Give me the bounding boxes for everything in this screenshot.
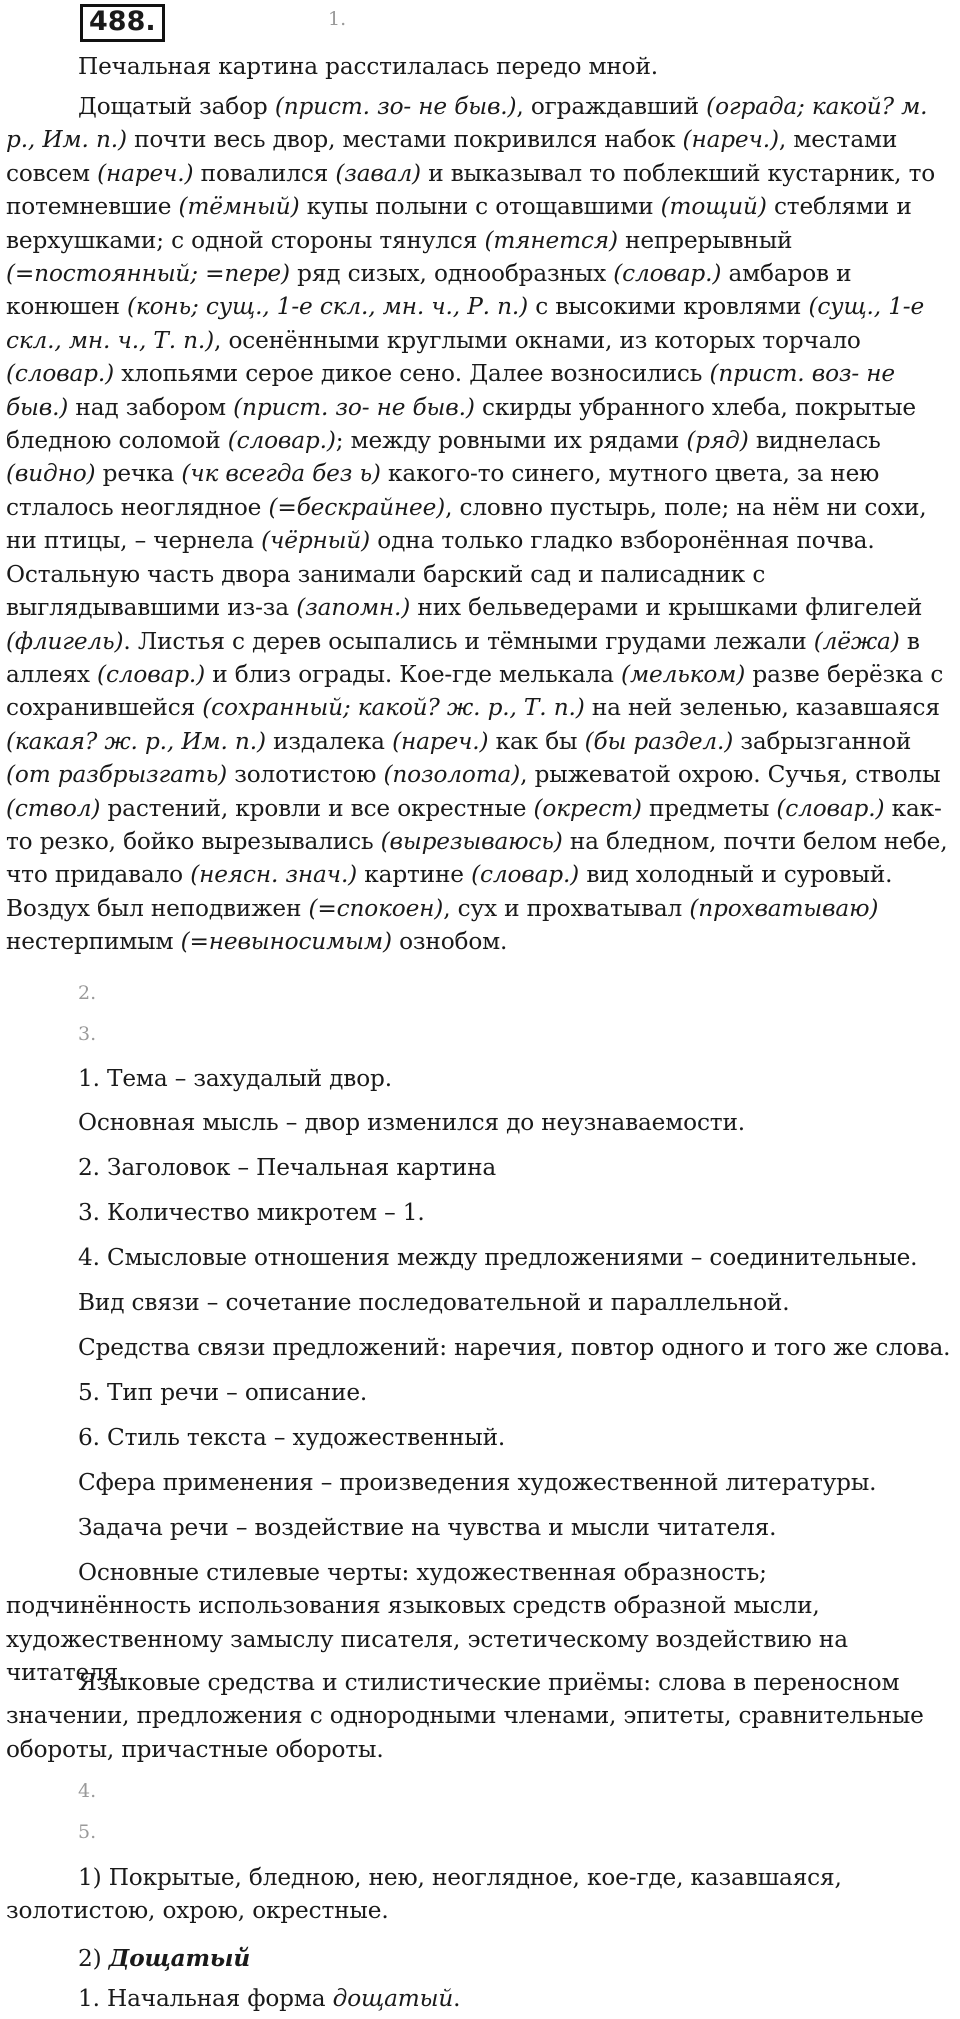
annotation-comment: (словар.): [6, 360, 114, 388]
annotation-comment: (чёрный): [261, 527, 371, 555]
link-type-line: Вид связи – сочетание последовательной и параллельной.: [78, 1289, 790, 1316]
text-fragment: золотистою: [227, 761, 384, 789]
answer-2-word: Дощатый: [108, 1945, 251, 1972]
annotation-comment: (словар.): [613, 260, 722, 288]
annotation-comment: (сохранный; какой? ж. р., Т. п.): [202, 694, 585, 722]
main-text-paragraph: [6, 90, 954, 959]
marker-5: 5.: [78, 1821, 97, 1843]
microtopics-line: 3. Количество микротем – 1.: [78, 1199, 425, 1226]
annotation-comment: (видно): [6, 460, 96, 488]
annotation-comment: (словар.): [97, 660, 206, 688]
annotation-comment: (словар.): [227, 427, 336, 455]
answer-1-paragraph: 1) Покрытые, бледною, нею, неоглядное, кое-где, казавшаяся, золотистою, охрою, окрестные.: [6, 1864, 842, 1925]
annotation-comment: (завал): [335, 159, 421, 187]
text-fragment: , сух и прохватывал: [443, 894, 690, 922]
annotation-comment: (тёмный): [178, 193, 300, 221]
annotation-comment: (прист. зо- не быв.): [233, 393, 475, 421]
text-fragment: картине: [357, 861, 472, 889]
exercise-number: 488.: [80, 4, 165, 42]
annotation-comment: (словар.): [471, 861, 580, 889]
text-fragment: на ней зеленью, казавшаяся: [584, 694, 940, 722]
text-fragment: , местами совсем: [6, 126, 898, 187]
annotation-comment: (тощий): [660, 193, 767, 221]
annotation-comment: (тянется): [484, 226, 618, 254]
annotation-comment: (ствол): [6, 794, 101, 822]
annotation-comment: (какая? ж. р., Им. п.): [6, 727, 266, 755]
style-features-paragraph: Основные стилевые черты: художественная образность; подчинённость использования языковых средств образной мысли, художественному замыслу писателя, эстетическому воздействию на читателя.: [6, 1559, 848, 1687]
text-fragment: почти весь двор, местами покривился набок: [126, 126, 683, 154]
text-fragment: виднелась: [748, 427, 881, 455]
annotation-comment: (мельком): [621, 660, 746, 688]
answer-2-number: 2): [78, 1945, 109, 1972]
annotation-comment: (нареч.): [97, 159, 194, 187]
annotation-comment: (бы раздел.): [584, 727, 734, 755]
initial-form-word: дощатый: [332, 1985, 454, 2012]
annotation-comment: (прохватываю): [689, 894, 879, 922]
annotation-comment: (=невыносимым): [180, 928, 392, 956]
style-line: 6. Стиль текста – художественный.: [78, 1424, 506, 1451]
annotation-comment: (=бескрайнее): [268, 493, 446, 521]
annotation-comment: (позолота): [383, 761, 521, 789]
annotation-comment: (сущ., 1-е скл., мн. ч., Т. п.): [6, 293, 925, 354]
text-fragment: ряд сизых, однообразных: [289, 260, 614, 288]
sphere-line: Сфера применения – произведения художественной литературы.: [78, 1469, 877, 1496]
text-fragment: , рыжеватой охрою. Сучья, стволы: [520, 761, 941, 789]
marker-4: 4.: [78, 1780, 97, 1802]
annotation-comment: (ограда; какой? м. р., Им. п.): [6, 93, 928, 154]
annotation-comment: (от разбрызгать): [6, 761, 228, 789]
text-fragment: , осенёнными круглыми окнами, из которых торчало: [214, 326, 861, 354]
answer-2-line: [78, 1942, 250, 1975]
link-means-line: Средства связи предложений: наречия, повтор одного и того же слова.: [78, 1334, 951, 1361]
text-fragment: издалека: [265, 727, 393, 755]
annotation-comment: (=постоянный; =пере): [6, 260, 290, 288]
theme-line: 1. Тема – захудалый двор.: [78, 1065, 392, 1092]
text-fragment: купы полыни с отощавшими: [299, 193, 661, 221]
text-fragment: скирды убранного хлеба, покрытые бледною соломой: [6, 393, 916, 455]
text-fragment: предметы: [641, 794, 777, 822]
text-fragment: как-то резко, бойко вырезывались: [6, 794, 942, 855]
initial-form-label: 1. Начальная форма: [78, 1985, 333, 2012]
text-fragment: разве берёзка с сохранившейся: [6, 660, 944, 722]
marker-3: 3.: [78, 1023, 97, 1045]
text-fragment: над забором: [68, 393, 234, 421]
annotation-comment: (прист. воз- не быв.): [6, 360, 895, 421]
speech-type-line: 5. Тип речи – описание.: [78, 1379, 368, 1406]
text-fragment: речка: [95, 460, 182, 488]
text-fragment: , ограждавший: [516, 93, 707, 120]
text-fragment: стеблями и верхушками; с одной стороны тянулся: [6, 193, 912, 254]
annotation-comment: (окрест): [533, 794, 642, 822]
heading-line: 2. Заголовок – Печальная картина: [78, 1154, 497, 1181]
annotation-comment: (прист. зо- не быв.): [274, 93, 517, 120]
text-fragment: на бледном, почти белом небе, что придавало: [6, 827, 948, 889]
text-fragment: хлопьями серое дикое сено. Далее возносились: [114, 360, 710, 388]
language-means-paragraph: Языковые средства и стилистические приёмы: слова в переносном значении, предложения с однородными членами, эпитеты, сравнительные обороты, причастные обороты.: [6, 1669, 924, 1763]
task-line: Задача речи – воздействие на чувства и мысли читателя.: [78, 1514, 777, 1541]
annotation-comment: (чк всегда без ь): [181, 460, 381, 488]
text-fragment: них бельведерами и крышками флигелей: [410, 594, 923, 622]
text-fragment: , словно пустырь, поле; на нём ни сохи, ни птицы, – чернела: [6, 493, 927, 555]
text-fragment: Дощатый забор: [78, 93, 275, 120]
text-fragment: нестерпимым: [6, 928, 181, 956]
text-fragment: с высокими кровлями: [528, 293, 809, 321]
text-fragment: ; между ровными их рядами: [335, 427, 687, 455]
marker-2: 2.: [78, 982, 97, 1004]
text-fragment: амбаров и конюшен: [6, 260, 852, 321]
annotation-comment: (нареч.): [682, 126, 779, 154]
text-fragment: растений, кровли и все окрестные: [100, 794, 534, 822]
annotation-comment: (флигель): [6, 627, 124, 655]
text-fragment: какого-то синего, мутного цвета, за нею стлалось неоглядное: [6, 460, 880, 521]
annotation-comment: (лёжа): [813, 627, 900, 655]
annotation-comment: (конь; сущ., 1-е скл., мн. ч., Р. п.): [127, 293, 529, 321]
text-fragment: повалился: [193, 159, 336, 187]
initial-form-end: .: [453, 1985, 461, 2012]
text-fragment: ознобом.: [391, 928, 508, 956]
annotation-comment: (=спокоен): [308, 894, 444, 922]
text-fragment: забрызганной: [733, 727, 912, 755]
text-fragment: . Листья с дерев осыпались и тёмными грудами лежали: [123, 627, 814, 655]
text-fragment: как бы: [488, 727, 585, 755]
annotation-comment: (словар.): [776, 794, 885, 822]
relations-line: 4. Смысловые отношения между предложениями – соединительные.: [78, 1244, 918, 1271]
annotation-comment: (неясн. знач.): [190, 861, 358, 889]
main-idea-line: Основная мысль – двор изменился до неузнаваемости.: [78, 1109, 745, 1136]
text-fragment: вид холодный и суровый. Воздух был неподвижен: [6, 861, 893, 922]
text-fragment: одна только гладко взборонённая почва. Остальную часть двора занимали барский сад и палисадник с выглядывавшими из-за: [6, 527, 875, 622]
annotation-comment: (запомн.): [296, 594, 411, 622]
annotation-comment: (нареч.): [392, 727, 489, 755]
text-fragment: и выказывал то поблекший кустарник, то потемневшие: [6, 159, 936, 221]
text-fragment: и близ ограды. Кое-где мелькала: [205, 660, 622, 688]
text-fragment: непрерывный: [617, 226, 793, 254]
marker-1: 1.: [328, 8, 347, 30]
title-sentence: Печальная картина расстилалась передо мной.: [78, 53, 659, 80]
initial-form-line: [78, 1982, 460, 2015]
text-fragment: в аллеях: [6, 627, 920, 688]
annotation-comment: (ряд): [686, 427, 749, 455]
annotation-comment: (вырезываюсь): [380, 827, 563, 855]
